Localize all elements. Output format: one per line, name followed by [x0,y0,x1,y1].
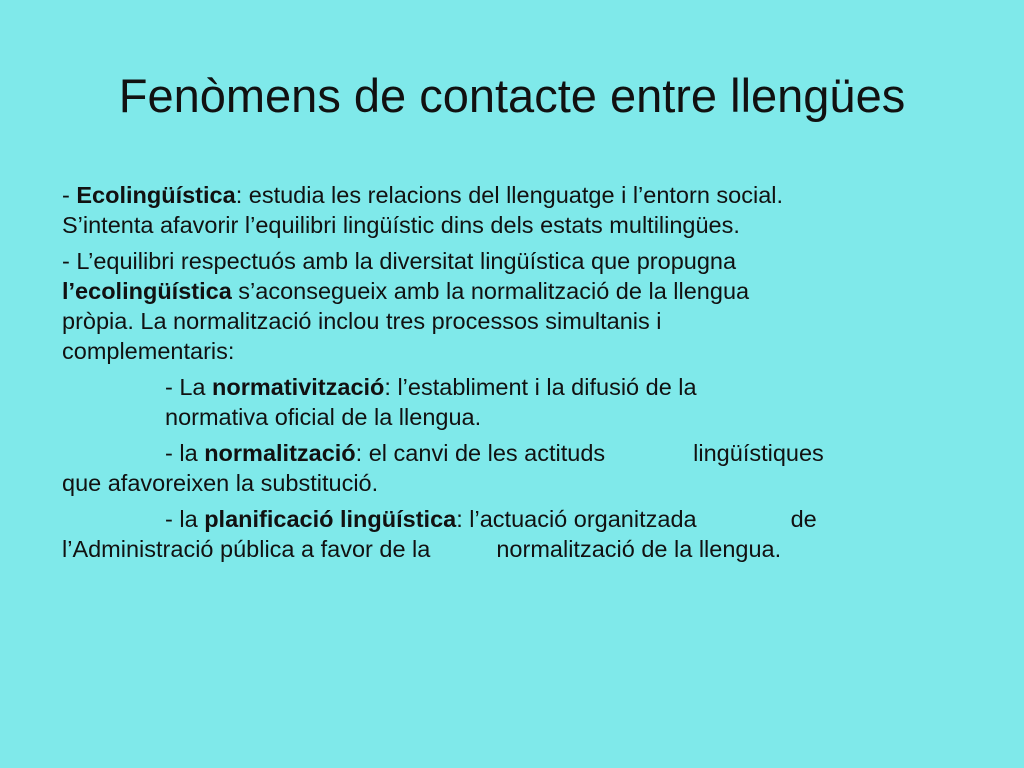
text-line: S’intenta afavorir l’equilibri lingüístic dins dels estats multilingües. [62,212,740,238]
paragraph-normativitzacio [62,372,962,432]
text-line [62,504,962,534]
text-line [62,438,962,468]
text-run: - la [165,506,205,532]
paragraph-equilibri [62,246,962,366]
text-run: lingüístiques [693,440,824,466]
bold-term: normalització [204,440,356,466]
text-run: normalització de la llengua. [496,536,782,562]
text-line: pròpia. La normalització inclou tres processos simultanis i [62,308,662,334]
text-run: : estudia les relacions del llenguatge i l’entorn social. [235,182,784,208]
paragraph-planificacio [62,504,962,564]
text-line: que afavoreixen la substitució. [62,470,379,496]
text-run: : l’establiment i la difusió de la [384,374,697,400]
slide-body [62,180,962,570]
bold-term: Ecolingüística [76,182,236,208]
text-line [62,180,962,210]
text-line: normativa oficial de la llengua. [165,404,482,430]
text-run: - La [165,374,213,400]
text-run: - [62,182,77,208]
bold-term: normativització [212,374,385,400]
text-run: de [790,506,817,532]
bold-term: planificació lingüística [204,506,457,532]
text-line [62,276,962,306]
text-run: l’Administració pública a favor de la [62,536,431,562]
text-run: : l’actuació organitzada [456,506,697,532]
text-line: complementaris: [62,338,235,364]
text-line [62,372,962,402]
bold-term: l’ecolingüística [62,278,232,304]
text-run: - la [165,440,205,466]
paragraph-normalitzacio [62,438,962,498]
text-line: - L’equilibri respectuós amb la diversitat lingüística que propugna [62,248,737,274]
text-run: : el canvi de les actituds [355,440,606,466]
slide-title: Fenòmens de contacte entre llengües [118,69,906,122]
text-line [62,534,962,564]
paragraph-ecolinguistica [62,180,962,240]
text-run: s’aconsegueix amb la normalització de la llengua [231,278,750,304]
